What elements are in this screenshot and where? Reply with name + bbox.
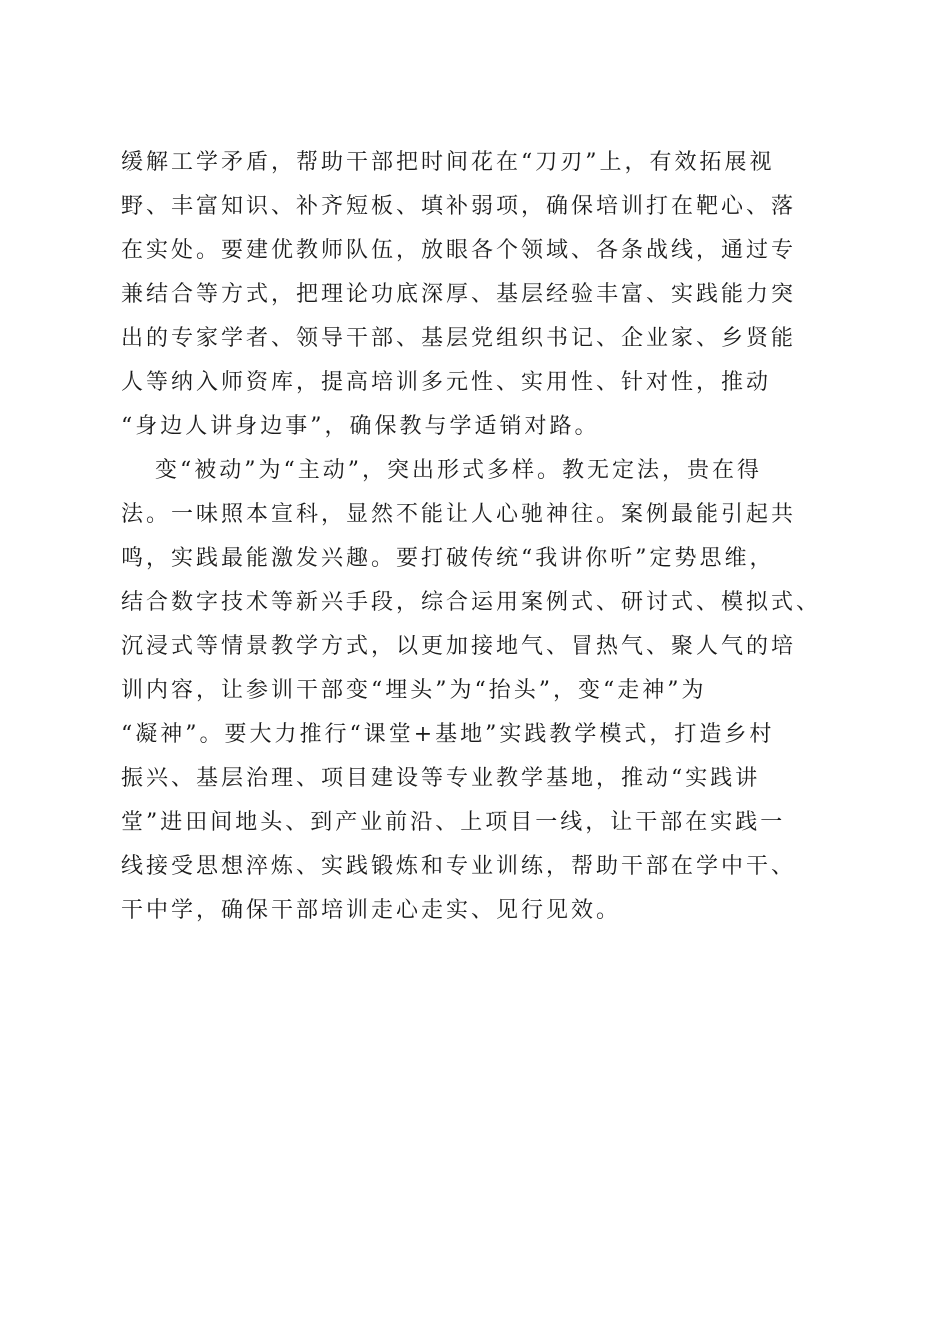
paragraph-2-line-3: 鸣，实践最能激发兴趣。要打破传统“我讲你听”定势思维， (121, 546, 775, 571)
paragraph-1-line-6: 人等纳入师资库，提高培训多元性、实用性、针对性，推动 (121, 370, 772, 395)
paragraph-2 (121, 449, 841, 933)
paragraph-2-line-1: 变“被动”为“主动”，突出形式多样。教无定法，贵在得 (155, 458, 762, 483)
paragraph-1-line-3: 在实处。要建优教师队伍，放眼各个领域、各条战线，通过专 (121, 238, 797, 263)
paragraph-1-line-2: 野、丰富知识、补齐短板、填补弱项，确保培训打在靶心、落 (121, 194, 797, 219)
paragraph-1-line-7: “身边人讲身边事”，确保教与学适销对路。 (121, 414, 600, 439)
paragraph-2-line-7: “凝神”。要大力推行“课堂+基地”实践教学模式，打造乡村 (121, 722, 775, 747)
paragraph-2-line-10: 线接受思想淬炼、实践锻炼和专业训练，帮助干部在学中干、 (121, 854, 797, 879)
paragraph-1-line-1: 缓解工学矛盾，帮助干部把时间花在“刀刃”上，有效拓展视 (121, 150, 775, 175)
paragraph-1 (121, 141, 841, 449)
paragraph-2-line-4: 结合数字技术等新兴手段，综合运用案例式、研讨式、模拟式、 (121, 590, 822, 615)
paragraph-1-line-4: 兼结合等方式，把理论功底深厚、基层经验丰富、实践能力突 (121, 282, 797, 307)
paragraph-2-line-11: 干中学，确保干部培训走心走实、见行见效。 (121, 898, 622, 923)
document-body (121, 141, 841, 933)
paragraph-2-line-5: 沉浸式等情景教学方式，以更加接地气、冒热气、聚人气的培 (121, 634, 797, 659)
paragraph-2-line-2: 法。一味照本宣科，显然不能让人心驰神往。案例最能引起共 (121, 502, 797, 527)
paragraph-2-line-9: 堂”进田间地头、到产业前沿、上项目一线，让干部在实践一 (121, 810, 786, 835)
paragraph-1-line-5: 出的专家学者、领导干部、基层党组织书记、企业家、乡贤能 (121, 326, 797, 351)
paragraph-2-line-6: 训内容，让参训干部变“埋头”为“抬头”，变“走神”为 (121, 678, 707, 703)
paragraph-2-line-8: 振兴、基层治理、项目建设等专业教学基地，推动“实践讲 (121, 766, 761, 791)
